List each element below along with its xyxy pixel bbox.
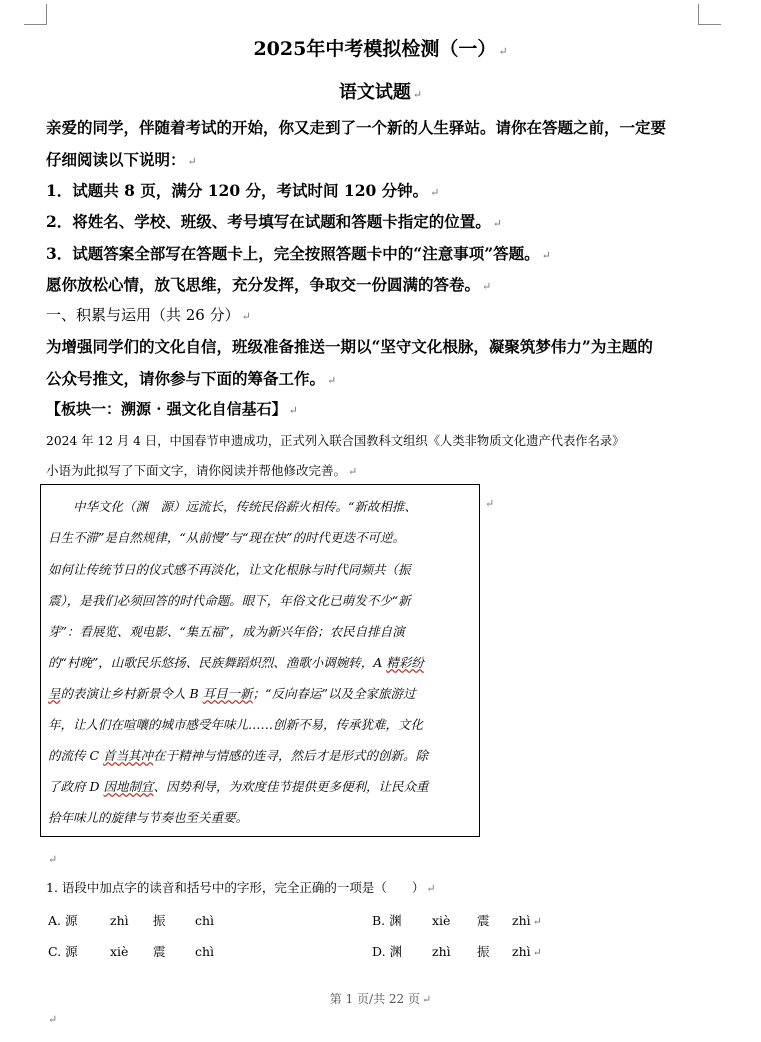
intro-line-1: 亲爱的同学，伴随着考试的开始，你又走到了一个新的人生驿站。请你在答题之前，一定要 — [46, 118, 667, 137]
task-line-1: 为增强同学们的文化自信，班级准备推送一期以“坚守文化根脉，凝聚筑梦伟力”为主题的 — [46, 337, 653, 356]
section-heading: 一、积累与运用（共 26 分） ↵ — [46, 306, 251, 324]
paragraph-mark: ↵ — [485, 497, 495, 510]
empty-paragraph: ↵ — [48, 853, 58, 866]
instruction-item-1: 1．试题共 8 页，满分 120 分，考试时间 120 分钟。 ↵ — [46, 181, 440, 200]
instruction-item-2: 2．将姓名、学校、班级、考号填写在试题和答题卡指定的位置。 ↵ — [46, 212, 503, 231]
passage-line-8: 年，让人们在喧嚷的城市感受年味儿……创新不易，传承犹难，文化 — [48, 717, 424, 732]
footer-paragraph-mark: ↵ — [48, 1013, 58, 1026]
intro-line-2: 仔细阅读以下说明： ↵ — [46, 150, 197, 169]
option-b[interactable]: B. 渊 xiè 震 zhì ↵ — [372, 913, 542, 928]
passage-line-7: 呈的表演让乡村新景令人 B 耳目一新；“反向春运”以及全家旅游过 — [48, 686, 416, 701]
passage-line-2: 日生不滞”是自然规律，“从前慢”与“现在快”的时代更迭不可逆。 — [48, 530, 405, 545]
crop-mark-top-right — [698, 4, 721, 25]
option-c[interactable]: C. 源 xiè 震 chì — [48, 944, 215, 959]
passage-line-9: 的流传 C 首当其冲在于精神与情感的连寻，然后才是形式的创新。除 — [48, 748, 429, 763]
passage-line-5: 芽”：看展览、观电影、“集五福”，成为新兴年俗；农民自排自演 — [48, 624, 405, 639]
block-heading: 【板块一：溯源 · 强文化自信基石】 ↵ — [46, 400, 298, 418]
page-footer: 第 1 页/共 22 页 ↵ — [329, 992, 432, 1006]
passage-line-4: 震），是我们必须回答的时代命题。眼下，年俗文化已萌发不少“新 — [48, 593, 411, 608]
question-1-stem: 1. 语段中加点字的读音和括号中的字形，完全正确的一项是（ ） ↵ — [46, 880, 436, 895]
passage-line-1: 中华文化（渊 源）远流长，传统民俗薪火相传。“新故相推、 — [48, 499, 417, 514]
option-a[interactable]: A. 源 zhì 振 chì — [48, 913, 215, 928]
passage-line-3: 如何让传统节日的仪式感不再淡化，让文化根脉与时代同频共（振 — [48, 562, 411, 577]
passage-line-6: 的“村晚”，山歌民乐悠扬、民族舞蹈炽烈、渔歌小调婉转，A 精彩纷 — [48, 655, 424, 670]
passage-line-11: 拾年味儿的旋律与节奏也至关重要。 — [48, 810, 249, 825]
exam-subtitle: 语文试题 ↵ — [338, 82, 423, 103]
marked-phrase-a: 精彩纷 — [386, 655, 424, 670]
passage-box — [40, 484, 480, 837]
marked-phrase-d: 因地制宜 — [103, 779, 154, 794]
marked-phrase-b: 耳目一新 — [202, 686, 253, 701]
task-line-2: 公众号推文，请你参与下面的筹备工作。 ↵ — [46, 369, 337, 388]
crop-mark-top-left — [24, 4, 47, 25]
option-d[interactable]: D. 渊 zhì 振 zhì ↵ — [372, 944, 542, 959]
instruction-item-3: 3．试题答案全部写在答题卡上，完全按照答题卡中的“注意事项”答题。 ↵ — [46, 244, 551, 263]
marked-phrase-c: 首当其冲 — [103, 748, 154, 763]
exam-title: 2025年中考模拟检测（一） ↵ — [253, 38, 508, 60]
context-line-2: 小语为此拟写了下面文字，请你阅读并帮他修改完善。 ↵ — [46, 463, 358, 478]
context-line-1: 2024 年 12 月 4 日，中国春节申遗成功，正式列入联合国教科文组织《人类非物质文化遗产代表作名录》 — [46, 434, 625, 448]
wish-line: 愿你放松心情，放飞思维，充分发挥，争取交一份圆满的答卷。 ↵ — [46, 275, 492, 294]
passage-line-10: 了政府 D 因地制宜、因势利导，为欢度佳节提供更多便利，让民众重 — [48, 779, 429, 794]
